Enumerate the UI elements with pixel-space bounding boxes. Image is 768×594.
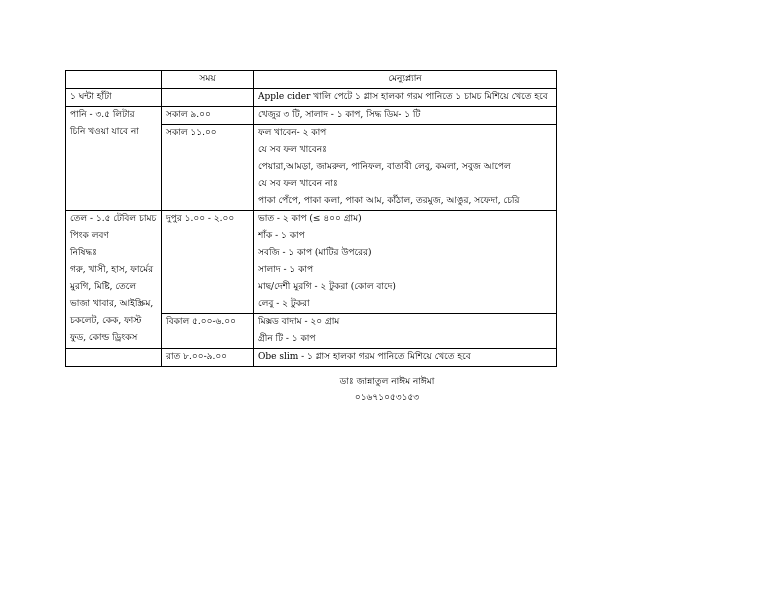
menu-line: পাকা পেঁপে, পাকা কলা, পাকা আম, কাঁঠাল, তরমুজ, আঙুর, সফেদা, চেরি [258,196,520,206]
row2-menu: খেজুর ৩ টি, সালাদ - ১ কাপ, সিদ্ধ ডিম- ১ টি [254,107,557,125]
row5-menu [254,314,557,349]
table-row [66,349,557,367]
menu-line: পেয়ারা,আমড়া, জামরুল, পানিফল, বাতাবী লেবু, কমলা, সবুজ আপেল [258,162,511,172]
header-row [66,71,557,89]
row1-time [162,89,254,107]
note-line: ফুড, কোল্ড ড্রিংকস [70,333,138,343]
row1-menu-text: Apple cider খালি পেটে ১ গ্লাস হালকা গরম পানিতে ১ চামচ মিশিয়ে খেতে হবে [258,92,548,102]
note-line: তেল - ১.৫ টেবিল চামচ [70,214,157,224]
menu-line: লেবু - ২ টুকরা [258,299,310,309]
menu-line: সালাদ - ১ কাপ [258,265,314,275]
menu-line: ভাত - ২ কাপ (≤ ৪০০ গ্রাম) [258,214,362,224]
table-row [66,107,557,125]
menu-line: শাঁক - ১ কাপ [258,231,305,241]
menu-line: ফল খাবেন- ২ কাপ [258,128,327,138]
row4-note [66,211,162,349]
diet-plan-table [65,70,557,367]
menu-line: গ্রীন টি - ১ কাপ [258,334,316,344]
row2-note [66,107,162,211]
row1-note: ১ ঘন্টা হাঁটা [66,89,162,107]
header-cell-blank [66,71,162,89]
row6-menu [254,349,557,367]
note-line: মুরগি, মিষ্টি, তেলে [70,282,137,292]
row3-menu [254,125,557,211]
note-line: পানি - ৩.৫ লিটার [70,110,135,120]
menu-line: মাছ/দেশী মুরগি - ২ টুকরা (কোল বাদে) [258,282,396,292]
note-line: চিনি খওয়া যাবে না [70,127,139,137]
row2-time: সকাল ৯.০০ [162,107,254,125]
table-row [66,89,557,107]
header-time: সময় [162,71,254,89]
note-line: গরু, খাসী, হাস, ফার্মের [70,265,154,275]
row6-note-empty [66,349,162,367]
table-row [66,211,557,314]
doctor-name: ডাঃ জান্নাতুল নাঈম নাঈমা [339,377,435,387]
doctor-phone: ০১৬৭১০৫৩১৫৩ [354,393,420,403]
menu-line: সবজি - ১ কাপ (মাটির উপরের) [258,248,372,258]
menu-line: যে সব ফল খাবেন নাঃ [258,179,338,189]
header-menu-plan: মেন্যুপ্ল্যান [254,71,557,89]
menu-line: মিক্সড বাদাম - ২০ গ্রাম [258,317,340,327]
note-line: নিষিদ্ধঃ [70,248,97,258]
row4-menu [254,211,557,314]
note-line: চকলেট, কেক, ফাস্ট [70,316,142,326]
row6-time: রাত ৮.০০-৯.০০ [162,349,254,367]
row1-menu [254,89,557,107]
menu-line: যে সব ফল খাবেনঃ [258,145,327,155]
note-line: পিংক লবণ [70,231,109,241]
row4-time: দুপুর ১.০০ - ২.০০ [162,211,254,314]
note-line: ভাজা খাবার, আইস্ক্রিম, [70,299,154,309]
row3-time: সকাল ১১.০০ [162,125,254,211]
row5-time: বিকাল ৫.০০-৬.০০ [162,314,254,349]
row6-menu-text: Obe slim - ১ গ্লাস হালকা গরম পানিতে মিশিয়ে খেতে হবে [258,352,471,362]
